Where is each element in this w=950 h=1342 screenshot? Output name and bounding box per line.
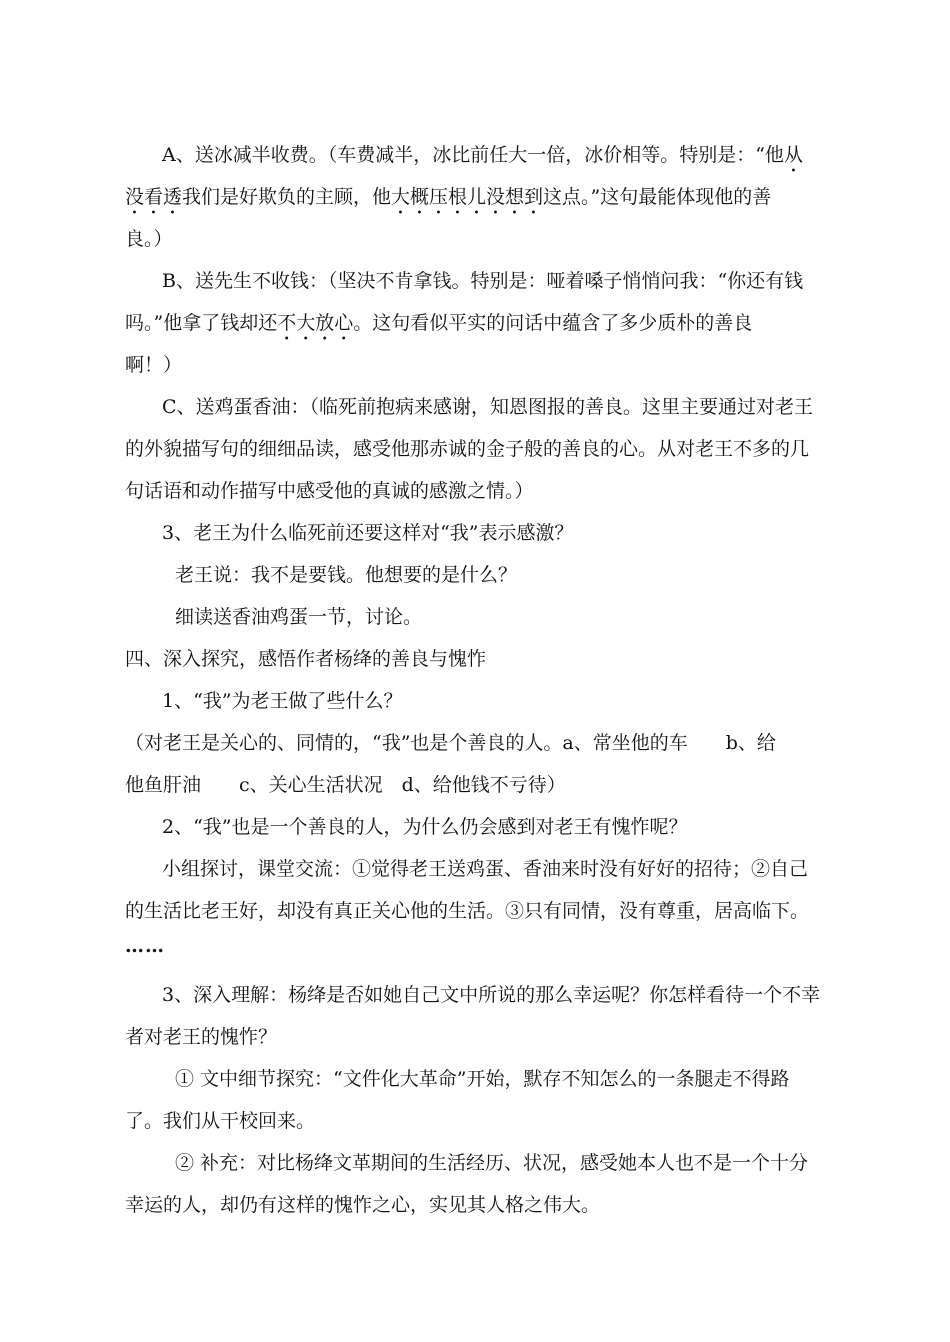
paragraph-a-line-2 bbox=[125, 185, 771, 209]
text-a-1: A、送冰减半收费。（车费减半，冰比前任大一倍，冰价相等。特别是：“他 bbox=[162, 144, 784, 166]
paragraph-a-line-1 bbox=[162, 143, 803, 167]
paragraph-b-line-3: 啊！） bbox=[125, 354, 183, 376]
section-4-point-2-line-2: 幸运的人，却仍有这样的愧怍之心，实见其人格之伟大。 bbox=[125, 1194, 601, 1216]
section-4-heading: 四、深入探究，感悟作者杨绛的善良与愧怍 bbox=[125, 648, 487, 670]
question-3: 3、老王为什么临死前还要这样对“我”表示感激？ bbox=[162, 522, 574, 544]
section-4-question-3-line-1: 3、深入理解：杨绛是否如她自己文中所说的那么幸运呢？你怎样看待一个不幸 bbox=[162, 984, 821, 1006]
paragraph-c-line-3: 句话语和动作描写中感受他的真诚的感激之情。） bbox=[125, 480, 534, 502]
section-4-answer-1-line-2: 他鱼肝油 c、关心生活状况 d、给他钱不亏待） bbox=[125, 774, 566, 796]
section-4-point-2-line-1: ② 补充：对比杨绛文革期间的生活经历、状况，感受她本人也不是一个十分 bbox=[175, 1152, 809, 1174]
paragraph-b-line-2 bbox=[125, 311, 752, 335]
section-4-answer-1-line-1: （对老王是关心的、同情的，“我”也是个善良的人。a、常坐他的车 b、给 bbox=[125, 732, 776, 754]
emphasis-dot-text: 大概压根儿没想到 bbox=[391, 186, 544, 208]
question-3-laowang-says: 老王说：我不是要钱。他想要的是什么？ bbox=[175, 564, 518, 586]
paragraph-b-line-1: B、送先生不收钱：（坚决不肯拿钱。特别是：哑着嗓子悄悄问我：“你还有钱 bbox=[162, 270, 804, 292]
text-b-2: 。这句看似平实的问话中蕴含了多少质朴的善良 bbox=[353, 312, 753, 334]
text-a-2: 我们是好欺负的主顾，他 bbox=[182, 186, 392, 208]
section-4-question-2: 2、“我”也是一个善良的人，为什么仍会感到对老王有愧怍呢？ bbox=[162, 816, 688, 838]
section-4-question-3-line-2: 者对老王的愧怍？ bbox=[125, 1026, 278, 1048]
paragraph-c-line-2: 的外貌描写句的细细品读，感受他那赤诚的金子般的善良的心。从对老王不多的几 bbox=[125, 438, 810, 460]
paragraph-c-line-1: C、送鸡蛋香油：（临死前抱病来感谢，知恩图报的善良。这里主要通过对老王 bbox=[162, 396, 814, 418]
text-a-3: 这点。”这句最能体现他的善 bbox=[543, 186, 772, 208]
question-3-reading: 细读送香油鸡蛋一节，讨论。 bbox=[175, 606, 423, 628]
section-4-question-1: 1、“我”为老王做了些什么？ bbox=[162, 690, 403, 712]
section-4-answer-2-line-2: 的生活比老王好，却没有真正关心他的生活。③只有同情，没有尊重，居高临下。 bbox=[125, 900, 810, 922]
emphasis-dot-text: 没看透 bbox=[125, 186, 183, 208]
section-4-point-1-line-1: ① 文中细节探究：“文件化大革命”开始，默存不知怎么的一条腿走不得路 bbox=[175, 1068, 790, 1090]
section-4-answer-2-ellipsis: …… bbox=[125, 935, 165, 957]
emphasis-dot-text: 不大放心 bbox=[277, 312, 354, 334]
text-b-1: 吗。”他拿了钱却还 bbox=[125, 312, 278, 334]
emphasis-dot-text: 从 bbox=[783, 144, 803, 166]
section-4-point-1-line-2: 了。我们从干校回来。 bbox=[125, 1110, 316, 1132]
section-4-answer-2-line-1: 小组探讨，课堂交流：①觉得老王送鸡蛋、香油来时没有好好的招待；②自己 bbox=[162, 858, 809, 880]
paragraph-a-line-3: 良。） bbox=[125, 228, 173, 250]
